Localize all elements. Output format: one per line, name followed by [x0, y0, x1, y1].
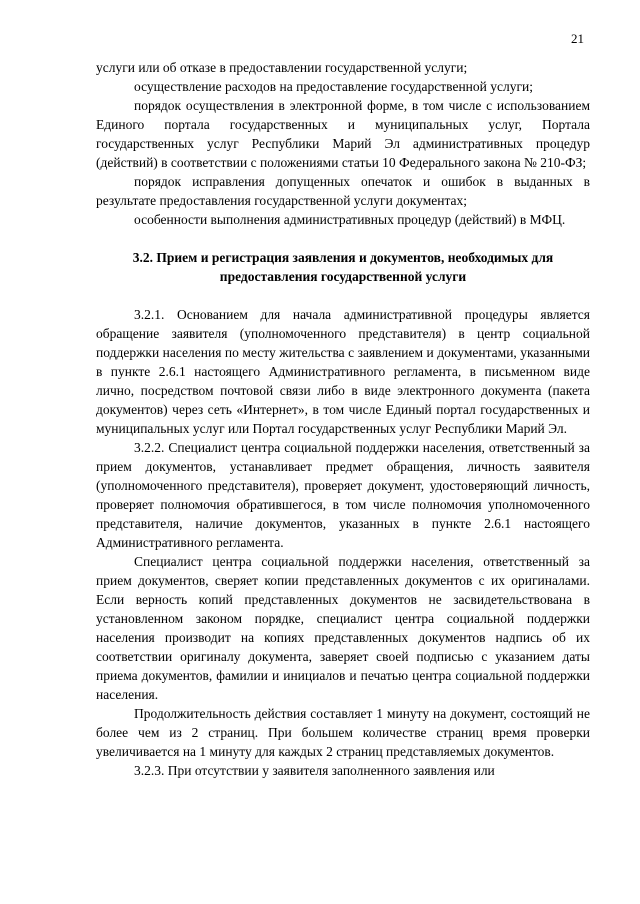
body-paragraph: Специалист центра социальной поддержки населения, ответственный за прием документов, сверяет копии представленных документов с их оригиналами. Если верность копий представленных документов не засвидетельствована в установленном законом порядке, специалист центра социальной поддержки населения производит на копиях представленных документов надпись об их соответствии оригиналу документа, заверяет своей подписью с указанием даты приема документов, фамилии и инициалов и печатью центра социальной поддержки населения. [96, 554, 590, 702]
body-paragraph: порядок осуществления в электронной форме, в том числе с использованием Единого портала государственных и муниципальных услуг, Портала государственных услуг Республики Марий Эл административных процедур (действий) в соответствии с положениями статьи 10 Федерального закона № 210-ФЗ; [96, 98, 590, 170]
section-heading: 3.2. Прием и регистрация заявления и документов, необходимых для предоставления государственной услуги [132, 250, 554, 284]
body-paragraph: 3.2.3. При отсутствии у заявителя заполненного заявления или [134, 763, 495, 778]
body-paragraph: осуществление расходов на предоставление государственной услуги; [134, 79, 533, 94]
body-paragraph: 3.2.2. Специалист центра социальной поддержки населения, ответственный за прием документов, устанавливает предмет обращения, личность заявителя (уполномоченного представителя), проверяет документ, удостоверяющий личность, проверяет полномочия обратившегося, в том числе полномочия уполномоченного представителя, наличие документов, указанных в пункте 2.6.1 настоящего Административного регламента. [96, 440, 590, 550]
body-paragraph: порядок исправления допущенных опечаток и ошибок в выданных в результате предоставления государственной услуги документах; [96, 174, 590, 208]
body-paragraph: услуги или об отказе в предоставлении государственной услуги; [96, 60, 468, 75]
body-paragraph: Продолжительность действия составляет 1 минуту на документ, состоящий не более чем из 2 страниц. При большем количестве страниц время проверки увеличивается на 1 минуту для каждых 2 страниц представляемых документов. [96, 706, 590, 759]
page-number: 21 [571, 31, 584, 46]
body-paragraph: особенности выполнения административных процедур (действий) в МФЦ. [134, 212, 566, 227]
body-paragraph: 3.2.1. Основанием для начала административной процедуры является обращение заявителя (уполномоченного представителя) в центр социальной поддержки населения по месту жительства с заявлением и документами, указанными в пункте 2.6.1 настоящего Административного регламента, в письменном виде лично, посредством почтовой связи либо в виде электронного документа (пакета документов) через сеть «Интернет», в том числе Единый портал государственных и муниципальных услуг или Портал государственных услуг Республики Марий Эл. [96, 307, 590, 436]
